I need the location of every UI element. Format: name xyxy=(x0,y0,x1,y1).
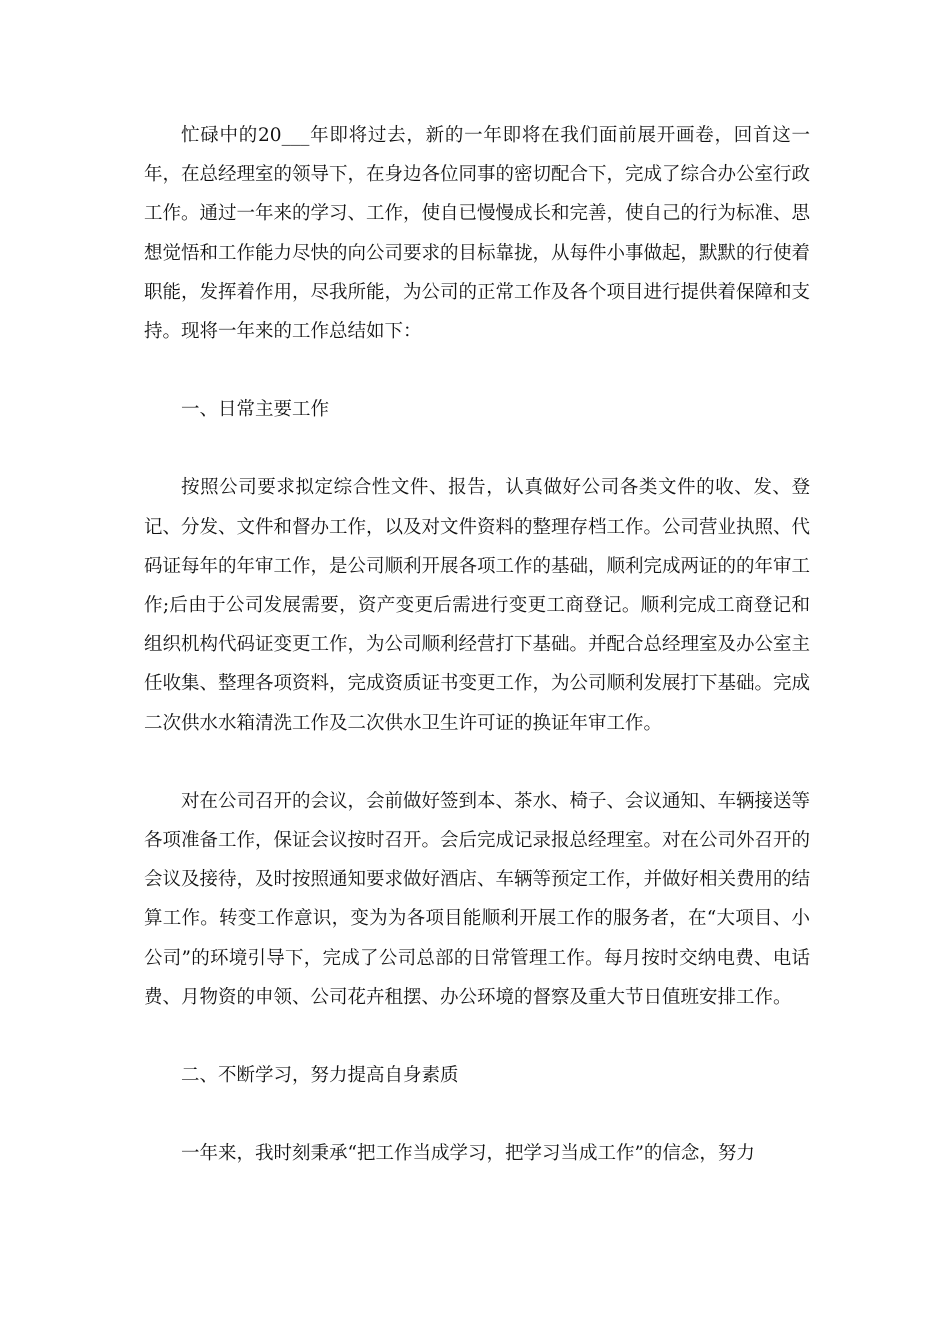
intro-paragraph: 忙碌中的20___年即将过去，新的一年即将在我们面前展开画卷，回首这一年，在总经理室的领导下，在身边各位同事的密切配合下，完成了综合办公室行政工作。通过一年来的学习、工作，使自已慢慢成长和完善，使自己的行为标准、思想觉悟和工作能力尽快的向公司要求的目标靠拢，从每件小事做起，默默的行使着职能，发挥着作用，尽我所能，为公司的正常工作及各个项目进行提供着保障和支持。现将一年来的工作总结如下： xyxy=(144,125,811,343)
section-heading-1: 一、日常主要工作 xyxy=(181,399,330,421)
section-1-paragraph-2: 对在公司召开的会议，会前做好签到本、茶水、椅子、会议通知、车辆接送等各项准备工作，保证会议按时召开。会后完成记录报总经理室。对在公司外召开的会议及接待，及时按照通知要求做好酒店、车辆等预定工作，并做好相关费用的结算工作。转变工作意识，变为为各项目能顺利开展工作的服务者，在“大项目、小公司”的环境引导下，完成了公司总部的日常管理工作。每月按时交纳电费、电话费、月物资的申领、公司花卉租摆、办公环境的督察及重大节日值班安排工作。 xyxy=(144,790,811,1008)
section-heading-2: 二、不断学习，努力提高自身素质 xyxy=(181,1065,459,1087)
section-1-paragraph-1: 按照公司要求拟定综合性文件、报告，认真做好公司各类文件的收、发、登记、分发、文件和督办工作，以及对文件资料的整理存档工作。公司营业执照、代码证每年的年审工作，是公司顺利开展各项工作的基础，顺利完成两证的的年审工作;后由于公司发展需要，资产变更后需进行变更工商登记。顺利完成工商登记和组织机构代码证变更工作，为公司顺利经营打下基础。并配合总经理室及办公室主任收集、整理各项资料，完成资质证书变更工作，为公司顺利发展打下基础。完成二次供水水箱清洗工作及二次供水卫生许可证的换证年审工作。 xyxy=(144,477,811,734)
section-2-paragraph-1: 一年来，我时刻秉承“把工作当成学习，把学习当成工作”的信念，努力 xyxy=(181,1143,755,1165)
document-body xyxy=(144,116,810,1173)
